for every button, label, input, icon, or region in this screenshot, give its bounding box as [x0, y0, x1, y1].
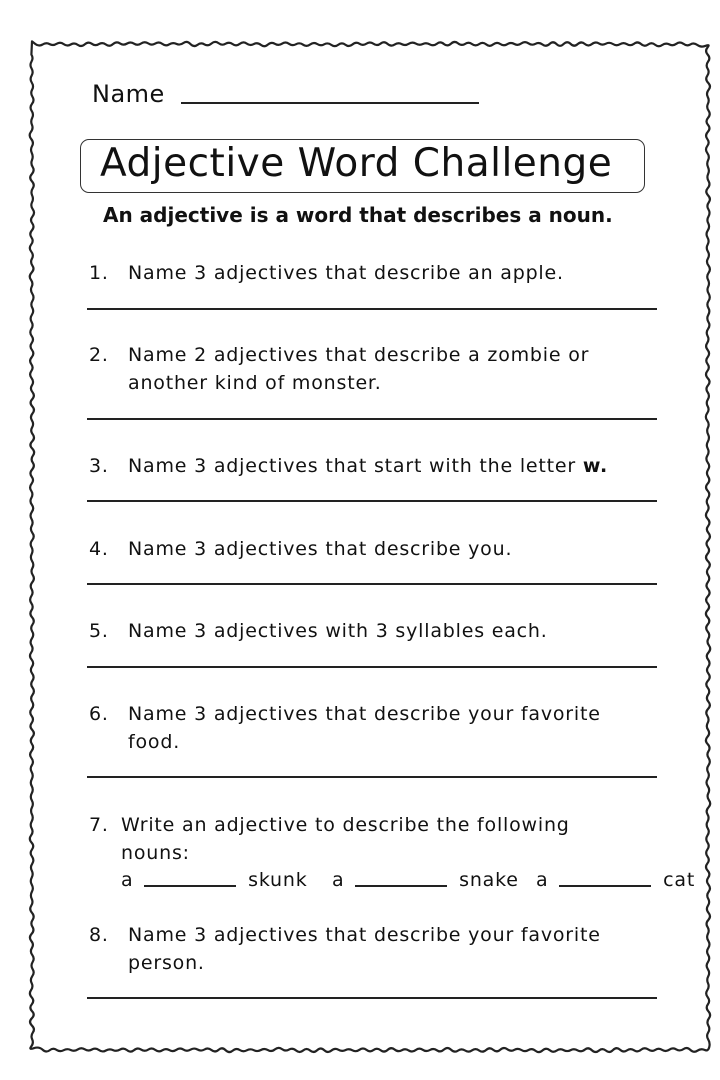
noun-snake: snake [459, 869, 519, 891]
question-3-answer-line[interactable] [87, 500, 657, 502]
question-2-text-line1: Name 2 adjectives that describe a zombie or [128, 344, 590, 366]
question-8-text-line1: Name 3 adjectives that describe your favorite [128, 924, 601, 946]
question-2-text-line2: another kind of monster. [128, 372, 382, 394]
question-4-text: Name 3 adjectives that describe you. [128, 538, 513, 560]
question-3-text [128, 452, 608, 480]
question-1-answer-line[interactable] [87, 308, 657, 310]
noun-cat: cat [663, 869, 696, 891]
question-3-letter: w. [582, 455, 608, 477]
question-4-answer-line[interactable] [87, 583, 657, 585]
question-6-text-line2: food. [128, 731, 181, 753]
noun-article: a [536, 869, 549, 891]
noun-article: a [332, 869, 345, 891]
question-1-number: 1. [89, 262, 109, 284]
noun-skunk: skunk [248, 869, 308, 891]
noun-blank-skunk[interactable] [144, 869, 236, 887]
noun-item-skunk [121, 866, 308, 894]
question-6-answer-line[interactable] [87, 776, 657, 778]
name-field[interactable] [92, 80, 479, 108]
question-7-text-line1: Write an adjective to describe the following [121, 814, 570, 836]
question-6-number: 6. [89, 703, 109, 725]
question-6-text-line1: Name 3 adjectives that describe your favorite [128, 703, 601, 725]
question-1-text: Name 3 adjectives that describe an apple. [128, 262, 564, 284]
question-3-number: 3. [89, 455, 109, 477]
noun-item-cat [536, 866, 695, 894]
page-title: Adjective Word Challenge [100, 141, 613, 186]
question-8-text-line2: person. [128, 952, 205, 974]
noun-blank-cat[interactable] [559, 869, 651, 887]
name-label: Name [92, 80, 165, 108]
adjective-definition: An adjective is a word that describes a noun. [103, 203, 613, 227]
question-8-answer-line[interactable] [87, 997, 657, 999]
noun-item-snake [332, 866, 519, 894]
question-8-number: 8. [89, 924, 109, 946]
question-2-number: 2. [89, 344, 109, 366]
question-5-text: Name 3 adjectives with 3 syllables each. [128, 620, 548, 642]
noun-blank-snake[interactable] [355, 869, 447, 887]
question-4-number: 4. [89, 538, 109, 560]
question-2-answer-line[interactable] [87, 418, 657, 420]
question-3-text-main: Name 3 adjectives that start with the letter [128, 455, 576, 477]
question-5-number: 5. [89, 620, 109, 642]
noun-article: a [121, 869, 134, 891]
name-blank-line[interactable] [181, 84, 479, 104]
question-5-answer-line[interactable] [87, 666, 657, 668]
question-7-text-line2: nouns: [121, 842, 190, 864]
question-7-number: 7. [89, 814, 109, 836]
